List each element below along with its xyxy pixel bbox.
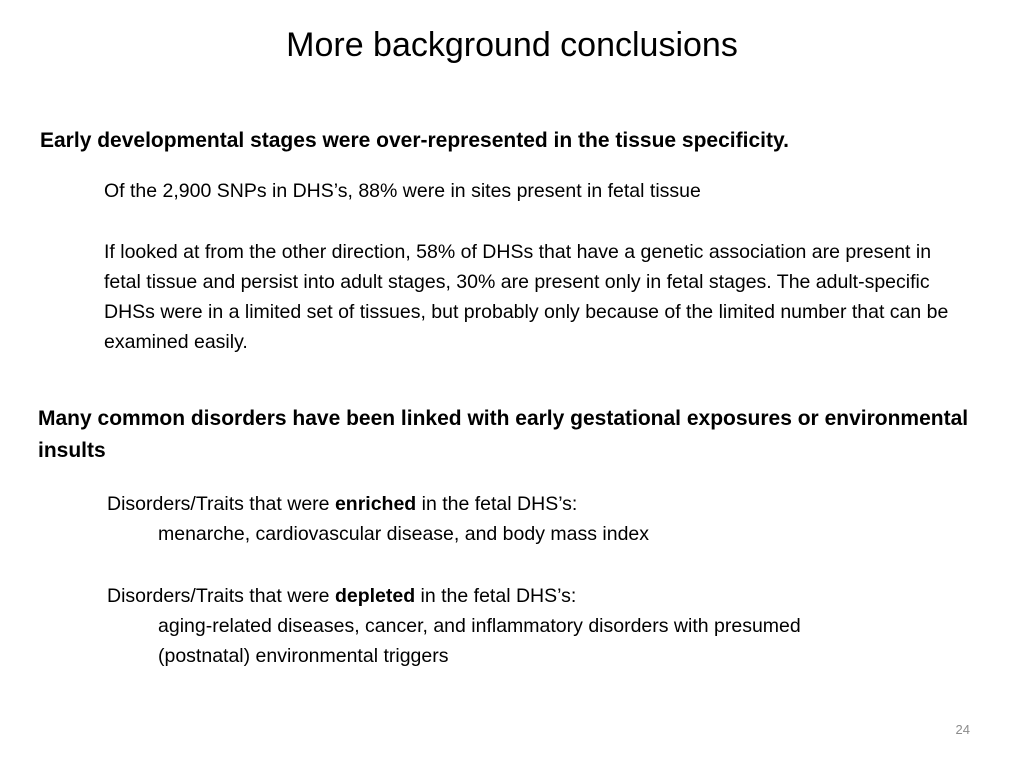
enriched-keyword: enriched: [334, 493, 417, 515]
enriched-traits-heading: [107, 489, 907, 519]
enriched-traits-list: menarche, cardiovascular disease, and body mass index: [158, 523, 650, 545]
enriched-prefix: Disorders/Traits that were: [107, 493, 335, 515]
depleted-traits-block: [107, 581, 907, 671]
dhs-direction-paragraph: If looked at from the other direction, 58% of DHSs that have a genetic association are present in fetal tissue and persist into adult stages, 30% are present only in fetal stages. The adult-specific DHSs were in a limited set of tissues, but probably only because of the limited number that can be examined easily.: [104, 241, 949, 353]
depleted-traits-heading: [107, 581, 907, 611]
depleted-traits-list: aging-related diseases, cancer, and inflammatory disorders with presumed (postnatal) environmental triggers: [158, 615, 801, 667]
slide-title: More background conclusions: [286, 26, 738, 64]
section-heading-developmental-stages: Early developmental stages were over-represented in the tissue specificity.: [40, 129, 789, 152]
depleted-prefix: Disorders/Traits that were: [107, 585, 335, 607]
depleted-keyword: depleted: [334, 585, 416, 607]
snp-statistic-paragraph: Of the 2,900 SNPs in DHS’s, 88% were in sites present in fetal tissue: [104, 180, 701, 202]
section-heading-common-disorders: Many common disorders have been linked with early gestational exposures or environmental insults: [38, 407, 969, 462]
slide-number: 24: [955, 722, 970, 737]
enriched-traits-block: [107, 489, 907, 549]
enriched-suffix: in the fetal DHS’s:: [416, 493, 578, 515]
depleted-suffix: in the fetal DHS’s:: [415, 585, 577, 607]
